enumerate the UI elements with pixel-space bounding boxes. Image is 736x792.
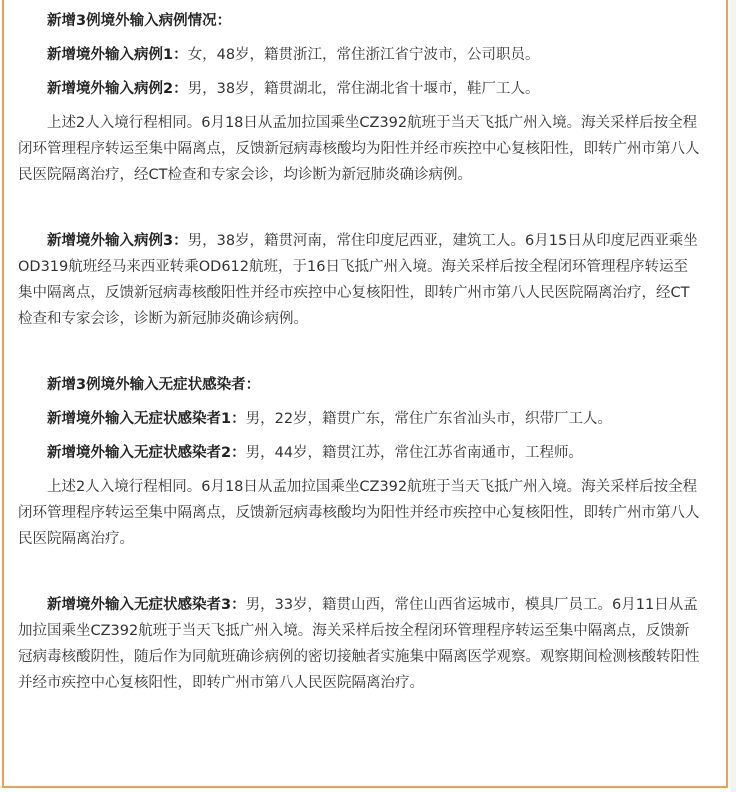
article-body xyxy=(18,8,702,696)
asymptomatic-1-text: 男，22岁，籍贯广东，常住广东省汕头市，织带厂工人。 xyxy=(245,411,613,427)
section-heading-asymptomatic: 新增3例境外输入无症状感染者： xyxy=(47,377,261,393)
asymptomatic-3-text: 男，33岁，籍贯山西，常住山西省运城市，模具厂员工。6月11日从孟加拉国乘坐CZ392航班于当天飞抵广州入境。海关采样后按全程闭环管理程序转运至集中隔离点，反馈新冠病毒核酸阴性，随后作为同航班确诊病例的密切接触者实施集中隔离医学观察。观察期间检测核酸转阳性并经市疾控中心复核阳性，即转广州市第八人民医院隔离治疗。 xyxy=(18,597,700,691)
asymptomatic-3 xyxy=(18,592,702,696)
case-3-text: 男，38岁，籍贯河南，常住印度尼西亚，建筑工人。6月15日从印度尼西亚乘坐OD319航班经马来西亚转乘OD612航班，于16日飞抵广州入境。海关采样后按全程闭环管理程序转运至集中隔离点，反馈新冠病毒核酸阳性并经市疾控中心复核阳性，即转广州市第八人民医院隔离治疗，经CT检查和专家会诊，诊断为新冠肺炎确诊病例。 xyxy=(18,233,698,327)
case-1-label: 新增境外输入病例1： xyxy=(47,47,188,63)
asymptomatic-2-label: 新增境外输入无症状感染者2： xyxy=(47,445,246,461)
case-3 xyxy=(18,228,702,332)
asymptomatic-summary: 上述2人入境行程相同。6月18日从孟加拉国乘坐CZ392航班于当天飞抵广州入境。海关采样后按全程闭环管理程序转运至集中隔离点，反馈新冠病毒核酸均为阳性并经市疾控中心复核阳性，即转广州市第八人民医院隔离治疗。 xyxy=(18,479,700,547)
asymptomatic-3-label: 新增境外输入无症状感染者3： xyxy=(47,597,246,613)
case-2 xyxy=(18,76,702,102)
asymptomatic-2-text: 男，44岁，籍贯江苏，常住江苏省南通市，工程师。 xyxy=(245,445,584,461)
cases-summary: 上述2人入境行程相同。6月18日从孟加拉国乘坐CZ392航班于当天飞抵广州入境。海关采样后按全程闭环管理程序转运至集中隔离点，反馈新冠病毒核酸均为阳性并经市疾控中心复核阳性，即转广州市第八人民医院隔离治疗，经CT检查和专家会诊，均诊断为新冠肺炎确诊病例。 xyxy=(18,115,700,183)
case-2-label: 新增境外输入病例2： xyxy=(47,81,188,97)
case-1-text: 女，48岁，籍贯浙江，常住浙江省宁波市，公司职员。 xyxy=(187,47,540,63)
asymptomatic-1-label: 新增境外输入无症状感染者1： xyxy=(47,411,246,427)
scrollbar-track[interactable] xyxy=(730,0,736,792)
case-1 xyxy=(18,42,702,68)
section-heading-cases: 新增3例境外输入病例情况： xyxy=(47,13,232,29)
case-2-text: 男，38岁，籍贯湖北，常住湖北省十堰市，鞋厂工人。 xyxy=(187,81,540,97)
case-3-label: 新增境外输入病例3： xyxy=(47,233,188,249)
asymptomatic-1 xyxy=(18,406,702,432)
asymptomatic-2 xyxy=(18,440,702,466)
